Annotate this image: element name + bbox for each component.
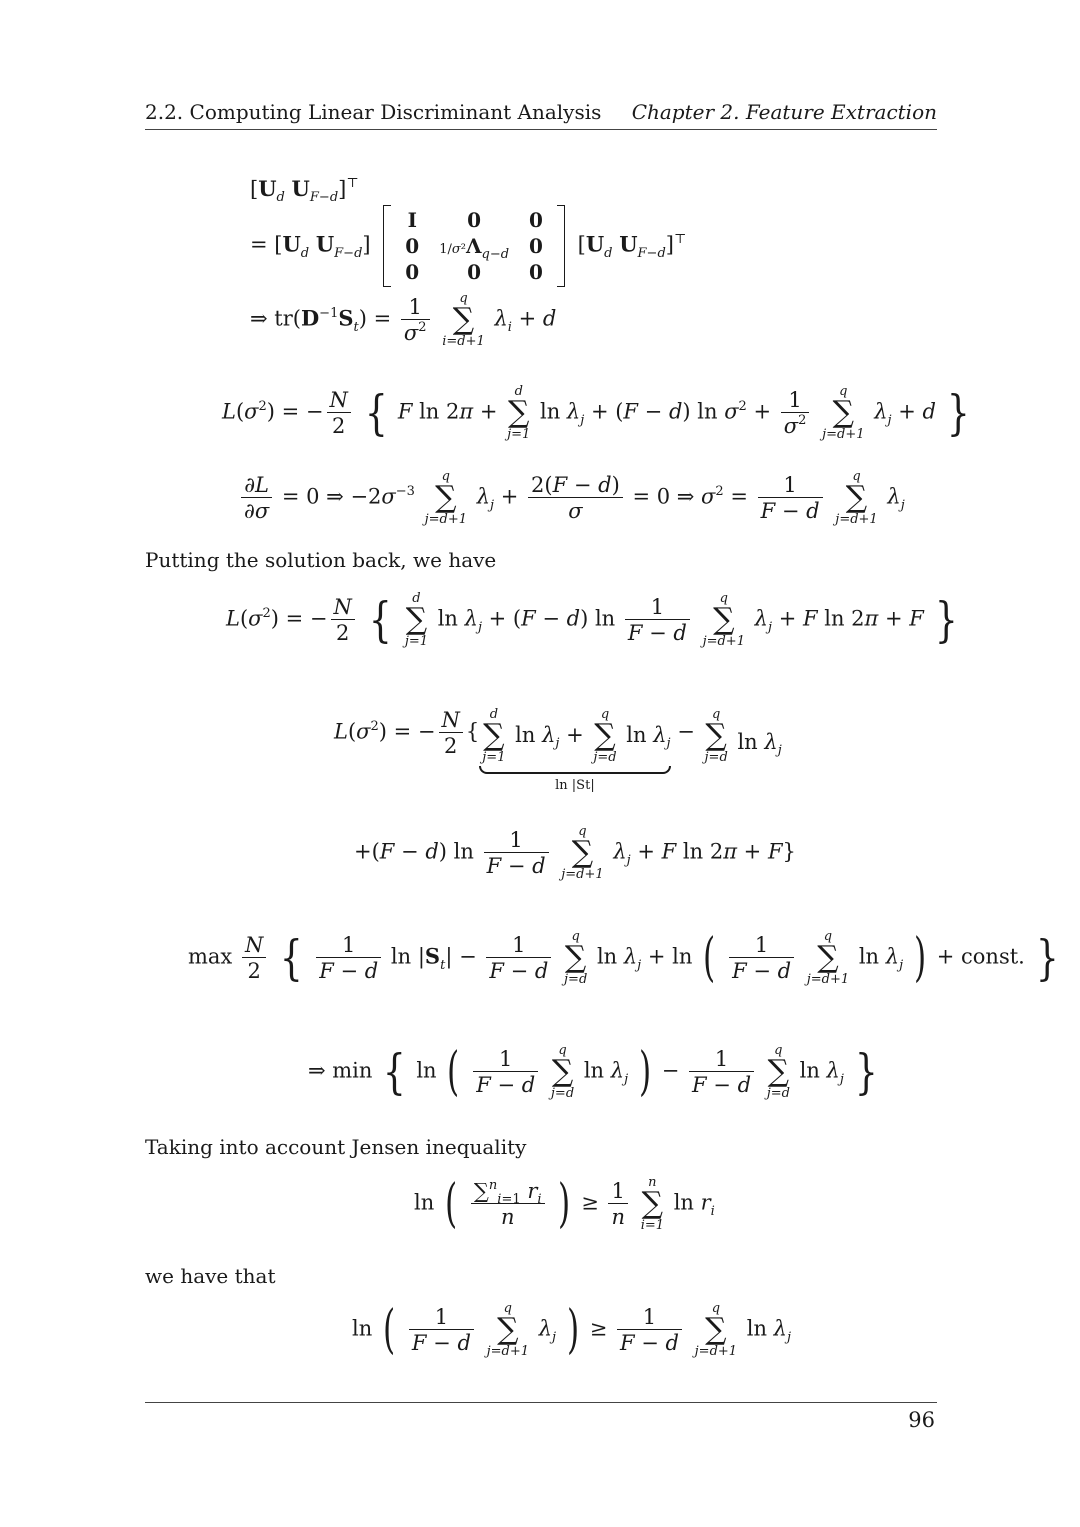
equation-jensen: ln ( $\frac{\sum^n_{i=1} r_i}{n}$ ) ≥ $\frac{1}{n}$ n ∑ i=1 $\ln r_i$ [414, 1174, 715, 1234]
equation-expanded-line2: +(F − d) ln $\frac{1}{F - d}$ q ∑ j=d+1 $\lambda_j + F$ ln 2π + F} [354, 824, 796, 882]
equation-matrix-line1: [$U_d$ $U_{F-d}]^⊤$ [250, 176, 359, 205]
chapter-title: Chapter 2. Feature Extraction [631, 100, 937, 124]
equation-expanded-line1: $L(\sigma^2)$ = − $\frac{N}{2}$ { d ∑ j=1 $\ln \lambda_j$ + q ∑ j=d $\ln \lambda_j$ ln |St| − q ∑ j=d $\ln \lambda_j$ [334, 707, 782, 793]
paragraph-jensen: Taking into account Jensen inequality [145, 1135, 527, 1159]
header-rule [145, 129, 937, 130]
equation-derivative: $\frac{\partial L}{\partial\sigma}$ = 0 ⇒ $-2\sigma^{-3}$ q ∑ j=d+1 $\lambda_j$ + $\frac{2(F - d)}{\sigma}$ = 0 ⇒ $\sigma^2$ = $\frac{1}{F - d}$ q ∑ j=d+1 $\lambda_j$ [238, 470, 905, 526]
equation-likelihood: $L(\sigma^2)$ = − $\frac{N}{2}$ { F ln 2π + d ∑ j=1 $\ln \lambda_j + (F - d)$ $\ln \sigma^2$ + $\frac{1}{\sigma^2}$ q ∑ j=d+1 $\lambda_j + d$ } [222, 384, 970, 442]
running-header [145, 100, 937, 130]
underbrace-label: ln |St| [555, 778, 595, 793]
equation-trace: ⇒ $tr(D^{-1}S_t)$ = $\frac{1}{\sigma^2}$ q ∑ i=d+1 $\lambda_i + d$ [250, 291, 557, 349]
footer-rule [145, 1402, 937, 1403]
equation-substituted: $L(\sigma^2)$ = − $\frac{N}{2}$ { d ∑ j=1 $\ln \lambda_j + (F - d)$ ln $\frac{1}{F - d}$ q ∑ j=d+1 $\lambda_j + F$ ln 2π + F } [226, 591, 958, 649]
block-matrix: I 0 0 0 $1/\sigma^2\Lambda_{q-d}$ 0 0 0 0 [383, 205, 565, 287]
equation-max: max $\frac{N}{2}$ { $\frac{1}{F - d}$ $\ln |S_t|$ − $\frac{1}{F - d}$ q ∑ j=d $\ln \lambda_j + \ln$ ( $\frac{1}{F - d}$ q ∑ j=d+1 $\ln \lambda_j$ ) + const. } [188, 928, 1059, 988]
section-title: 2.2. Computing Linear Discriminant Analysis [145, 100, 602, 124]
equation-matrix-line2: = [$U_d$ $U_{F-d}$] I 0 0 0 $1/\sigma^2\Lambda_{q-d}$ 0 0 0 0 [$U_d$ $U_{F-d}]^⊤$ [250, 205, 686, 287]
page-number: 96 [908, 1408, 935, 1432]
equation-final-inequality: ln ( $\frac{1}{F - d}$ q ∑ j=d+1 $\lambda_j$ ) ≥ $\frac{1}{F - d}$ q ∑ j=d+1 $\ln \lambda_j$ [352, 1300, 791, 1360]
paragraph-putting-back: Putting the solution back, we have [145, 548, 497, 572]
const-label: const. [961, 944, 1025, 969]
paragraph-we-have-that: we have that [145, 1264, 276, 1288]
equation-min: ⇒ min { ln ( $\frac{1}{F - d}$ q ∑ j=d $\ln \lambda_j$ ) − $\frac{1}{F - d}$ q ∑ j=d $\ln \lambda_j$ } [308, 1042, 878, 1102]
underbrace-group: d ∑ j=1 $\ln \lambda_j$ + q ∑ j=d $\ln \lambda_j$ ln |St| [479, 708, 670, 793]
